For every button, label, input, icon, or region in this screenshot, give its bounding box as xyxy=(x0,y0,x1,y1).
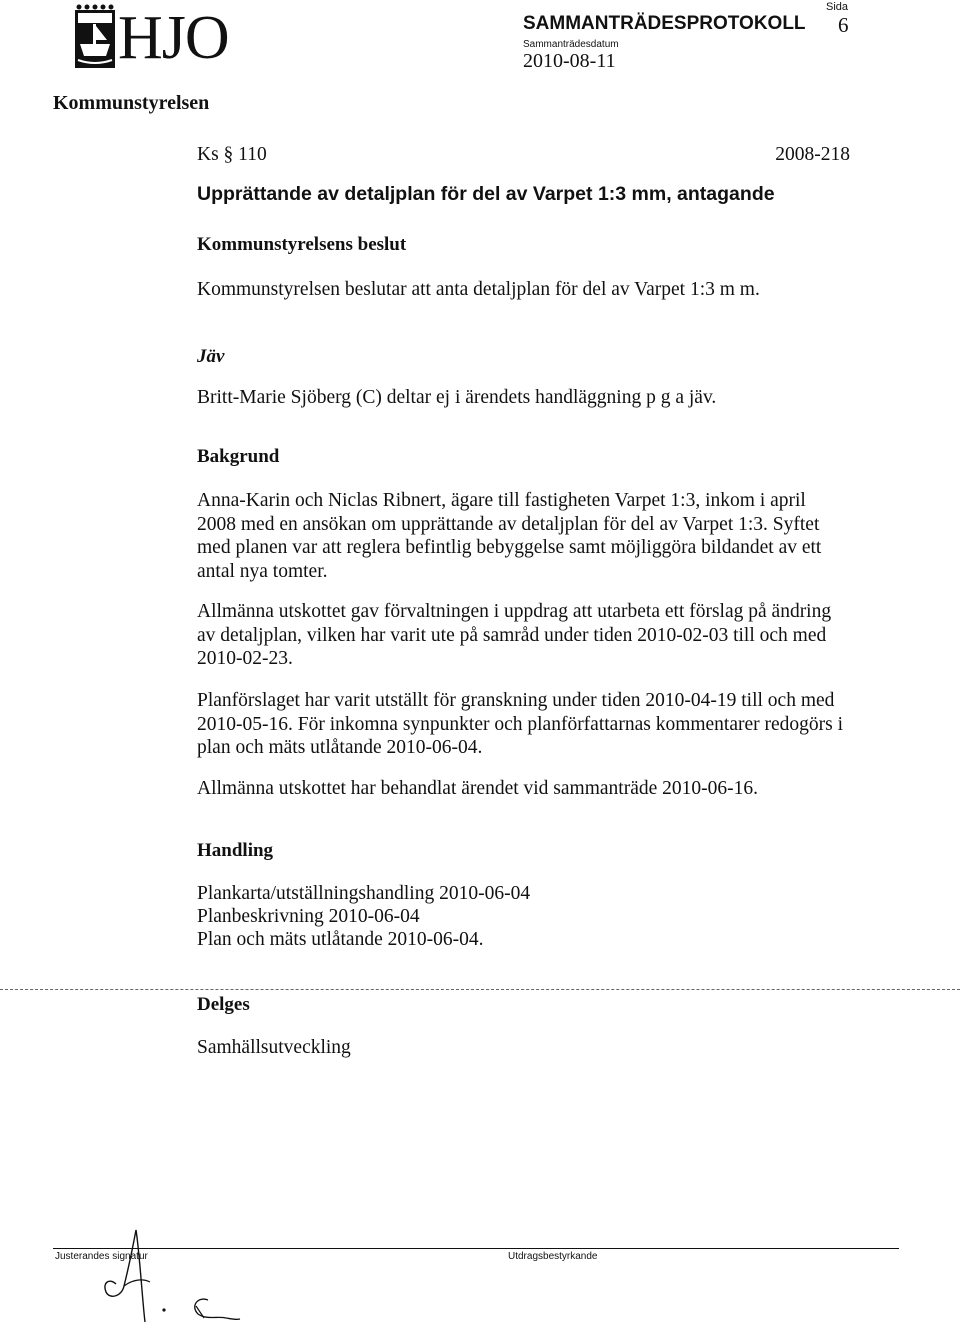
organization-name: Kommunstyrelsen xyxy=(53,92,210,114)
signature-label: Justerandes signatur xyxy=(55,1251,148,1262)
list-item: Plankarta/utställningshandling 2010-06-04 xyxy=(197,883,531,904)
background-paragraph: Allmänna utskottet gav förvaltningen i uppdrag att utarbeta ett förslag på ändring av detaljplan, vilken har varit ute på samråd under tiden 2010-02-03 till och med 2010-02-23. xyxy=(197,601,832,669)
list-item: Plan och mäts utlåtande 2010-06-04. xyxy=(197,929,484,950)
ship-emblem-icon xyxy=(75,5,115,69)
section-divider xyxy=(0,989,960,990)
handling-heading: Handling xyxy=(197,840,274,861)
jav-text: Britt-Marie Sjöberg (C) deltar ej i ärendets handläggning p g a jäv. xyxy=(197,387,717,408)
background-paragraph: Anna-Karin och Niclas Ribnert, ägare till fastigheten Varpet 1:3, inkom i april 2008 med en ansökan om upprättande av detaljplan för del av Varpet 1:3. Syftet med planen var att reglera befintlig bebyggelse samt möjliggöra bildandet av ett antal nya tomter. xyxy=(197,490,822,582)
background-paragraph: Allmänna utskottet har behandlat ärendet vid sammanträde 2010-06-16. xyxy=(197,778,758,799)
decision-heading: Kommunstyrelsens beslut xyxy=(197,234,407,255)
meeting-date-value: 2010-08-11 xyxy=(523,50,616,72)
background-heading: Bakgrund xyxy=(197,446,280,467)
list-item: Planbeskrivning 2010-06-04 xyxy=(197,906,420,927)
delges-recipient: Samhällsutveckling xyxy=(197,1037,351,1058)
document-title: SAMMANTRÄDESPROTOKOLL xyxy=(523,13,806,34)
meeting-date-label: Sammanträdesdatum xyxy=(523,39,619,50)
jav-heading: Jäv xyxy=(197,346,225,367)
delges-heading: Delges xyxy=(197,994,250,1015)
background-paragraph: Planförslaget har varit utställt för granskning under tiden 2010-04-19 till och med 2010-05-16. För inkomna synpunkter och planförfattarnas kommentarer redogörs i plan och mäts utlåtande 2010-06-04. xyxy=(197,690,844,758)
handling-list xyxy=(197,882,847,951)
decision-text: Kommunstyrelsen beslutar att anta detaljplan för del av Varpet 1:3 m m. xyxy=(197,279,760,300)
handwritten-signature xyxy=(80,1222,280,1326)
certification-label: Utdragsbestyrkande xyxy=(508,1251,598,1262)
page-number: 6 xyxy=(838,13,849,37)
page-label: Sida xyxy=(826,1,849,13)
case-number: 2008-218 xyxy=(775,144,850,165)
logo-wordmark: HJO xyxy=(118,4,229,72)
section-subject: Upprättande av detaljplan för del av Varpet 1:3 mm, antagande xyxy=(197,183,775,205)
section-number: Ks § 110 xyxy=(197,144,267,165)
